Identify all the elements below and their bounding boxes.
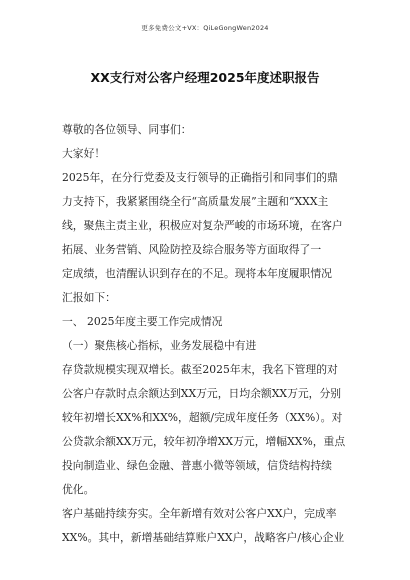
document-body [62,118,362,550]
body-line: 较年初增长XX%和XX%，超额/完成年度任务（XX%）。对 [62,411,343,424]
body-line: 优化。 [62,483,95,496]
body-line: 力支持下，我紧紧围绕全行“高质量发展”主题和“XXX主 [62,195,329,208]
greeting: 大家好！ [62,147,106,160]
body-line: 2025年，在分行党委及支行领导的正确指引和同事们的鼎 [62,171,338,184]
body-line: 公客户存款时点余额达到XX万元，日均余额XX万元，分别 [62,387,342,400]
body-line: 定成绩，也清醒认识到存在的不足。现将本年度履职情况 [62,267,332,280]
section-heading: 一、 2025年度主要工作完成情况 [62,315,223,328]
body-line: 存贷款规模实现双增长。截至2025年末，我名下管理的对 [62,363,338,376]
body-line: 汇报如下： [62,291,116,304]
body-line: XX%。其中，新增基础结算账户XX户，战略客户/核心企业 [62,531,345,544]
body-line: 客户基础持续夯实。全年新增有效对公客户XX户，完成率 [62,507,337,520]
subsection-heading: （一）聚焦核心指标，业务发展稳中有进 [62,339,257,352]
salutation: 尊敬的各位领导、同事们： [62,123,192,136]
body-line: 线，聚焦主责主业，积极应对复杂严峻的市场环境，在客户 [62,219,343,232]
body-line: 拓展、业务营销、风险防控及综合服务等方面取得了一 [62,243,322,256]
body-line: 投向制造业、绿色金融、普惠小微等领域，信贷结构持续 [62,459,332,472]
body-line: 公贷款余额XX万元，较年初净增XX万元，增幅XX%，重点 [62,435,346,448]
document-title: XX支行对公客户经理2025年度述职报告 [90,70,320,85]
header-note: 更多免费公文+VX：QiLeGongWen2024 [141,24,269,32]
